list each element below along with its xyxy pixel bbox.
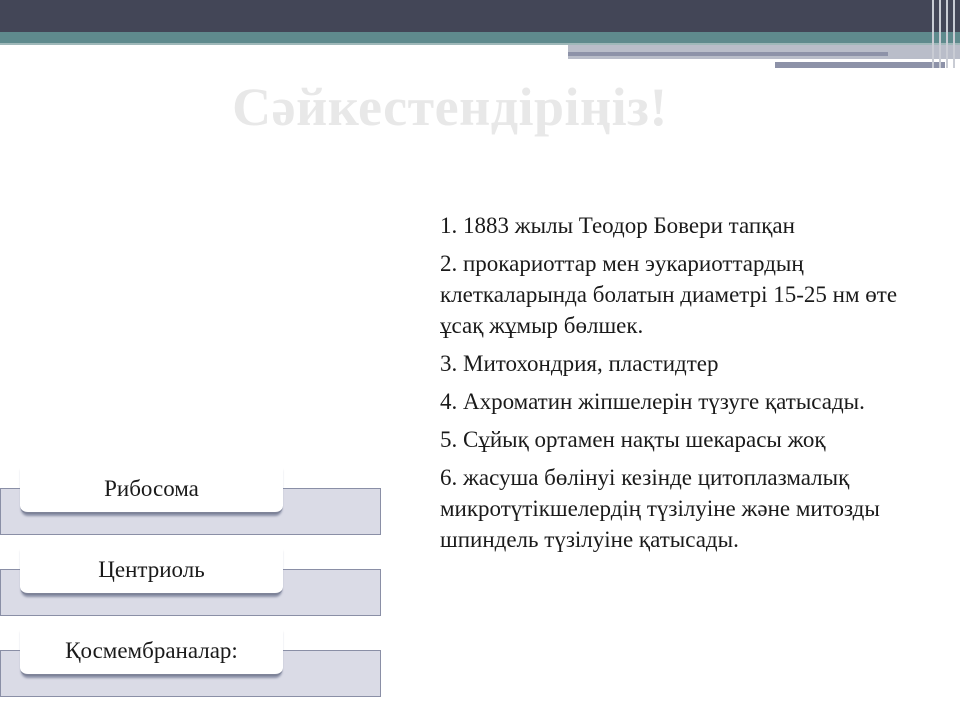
- description-list: [440, 210, 910, 562]
- term-card-ribosome: Рибосома: [20, 466, 283, 514]
- header-bar: [0, 0, 960, 32]
- header-stripe: [0, 32, 960, 43]
- description-item: 5. Сұйық ортамен нақты шекарасы жоқ: [440, 427, 826, 452]
- description-item: 3. Митохондрия, пластидтер: [440, 351, 719, 376]
- description-item: 2. прокариоттар мен эукариоттардың клеткаларында болатын диаметрі 15-25 нм өте ұсақ жұмыр бөлшек.: [440, 251, 898, 338]
- decor-bar-small: [775, 62, 945, 68]
- decor-bar-inner: [568, 52, 888, 56]
- slide-title: Сәйкестендіріңіз!: [232, 77, 668, 137]
- description-item: 1. 1883 жылы Теодор Бовери тапқан: [440, 213, 795, 238]
- description-item: 6. жасуша бөлінуі кезінде цитоплазмалық микротүтікшелердің түзілуіне және митозды шпиндель түзілуіне қатысады.: [440, 465, 880, 552]
- term-card-centriole: Центриоль: [20, 547, 283, 595]
- term-card-double-membrane: Қосмембраналар:: [20, 628, 283, 676]
- decor-vertical-lines: [928, 0, 960, 68]
- description-item: 4. Ахроматин жіпшелерін түзуге қатысады.: [440, 389, 865, 414]
